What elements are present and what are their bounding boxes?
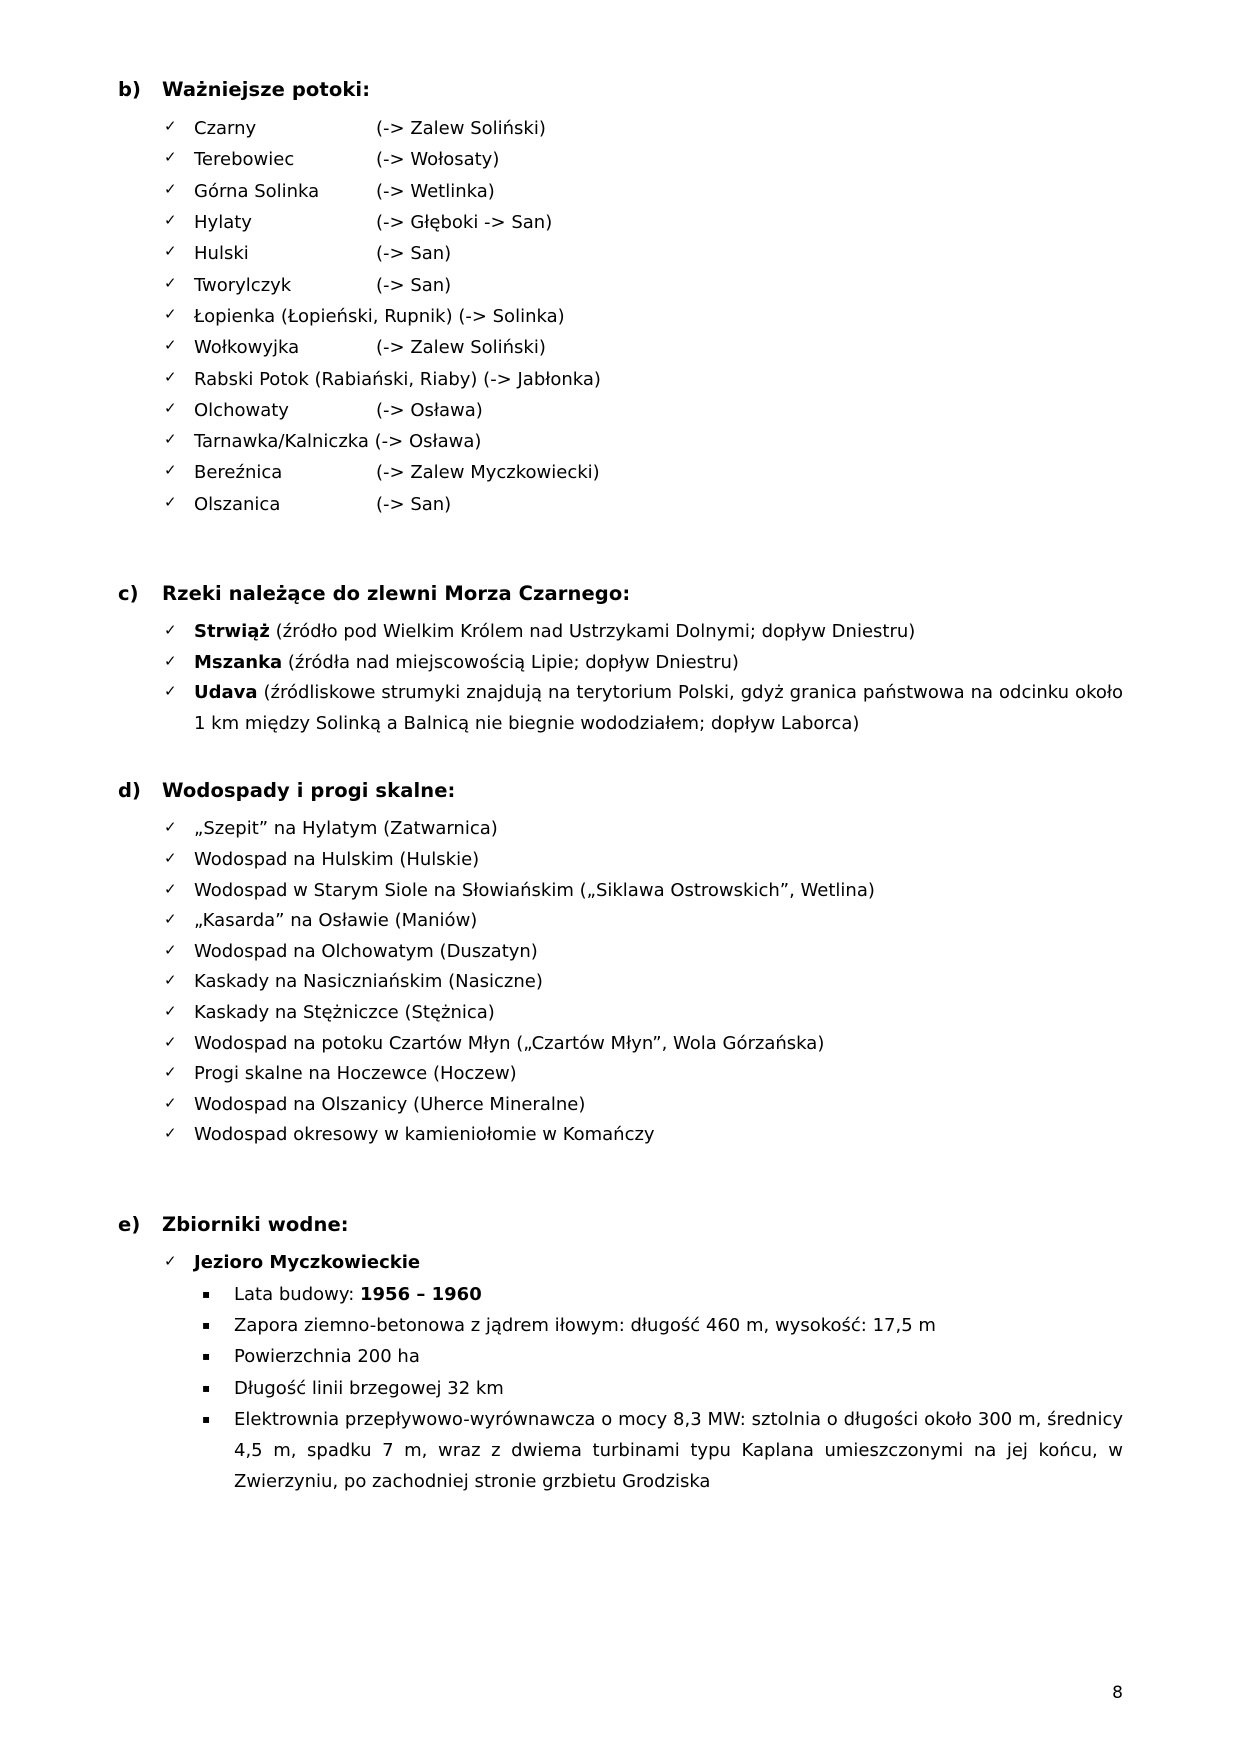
list-item [118, 1310, 1123, 1341]
waterfall-name: „Kasarda” na Osławie (Maniów) [194, 910, 478, 932]
square-bullet-icon: ▪ [202, 1380, 211, 1395]
stream-name: Olchowaty [194, 399, 289, 421]
section-marker-b: b) [118, 78, 142, 101]
check-icon: ✓ [164, 179, 177, 198]
check-icon: ✓ [164, 1063, 177, 1082]
check-icon: ✓ [164, 148, 177, 167]
list-item [118, 238, 1123, 269]
check-icon: ✓ [164, 1093, 177, 1112]
list-item [118, 1059, 1123, 1090]
section-title-e: Zbiorniki wodne: [162, 1212, 349, 1236]
stream-dest: (-> Głęboki -> San) [376, 211, 553, 233]
page-number: 8 [1112, 1683, 1123, 1703]
stream-name: Łopienka (Łopieński, Rupnik) (-> Solinka) [194, 305, 565, 327]
river-name: Strwiąż [194, 621, 270, 643]
check-icon: ✓ [164, 430, 177, 449]
stream-dest: (-> Wołosaty) [376, 149, 500, 171]
check-icon: ✓ [164, 818, 177, 837]
square-bullet-icon: ▪ [202, 1317, 211, 1332]
square-bullet-icon: ▪ [202, 1286, 211, 1301]
lake-name: Jezioro Myczkowieckie [194, 1251, 421, 1273]
list-item [118, 207, 1123, 238]
river-description: (źródło pod Wielkim Królem nad Ustrzykami Dolnymi; dopływ Dniestru) [269, 621, 916, 643]
list-item [118, 113, 1123, 144]
stream-dest: (-> San) [376, 493, 452, 515]
list-item [118, 1029, 1123, 1060]
waterfall-name: Progi skalne na Hoczewce (Hoczew) [194, 1063, 517, 1085]
stream-name: Olszanica [194, 493, 281, 515]
list-item [118, 1404, 1123, 1498]
check-icon: ✓ [164, 461, 177, 480]
waterfall-name: Wodospad na potoku Czartów Młyn („Czartów Młyn”, Wola Górzańska) [194, 1032, 825, 1054]
check-icon: ✓ [164, 879, 177, 898]
waterfall-name: Wodospad okresowy w kamieniołomie w Komańczy [194, 1124, 655, 1146]
river-name: Mszanka [194, 651, 283, 673]
stream-name: Hylaty [194, 211, 252, 233]
detail-text: Elektrownia przepływowo-wyrównawcza o mocy 8,3 MW: sztolnia o długości około 300 m, średnicy 4,5 m, spadku 7 m, wraz z dwiema turbinami typu Kaplana umieszczonymi na jej końcu, w Zwierzyniu, po zachodniej stronie grzbietu Grodziska [234, 1408, 1123, 1493]
waterfall-name: Wodospad na Olszanicy (Uherce Mineralne) [194, 1093, 586, 1115]
list-item [118, 301, 1123, 332]
list-item [118, 648, 1123, 679]
detail-text: Powierzchnia 200 ha [234, 1346, 420, 1368]
detail-text: Zapora ziemno-betonowa z jądrem iłowym: długość 460 m, wysokość: 17,5 m [234, 1314, 936, 1336]
waterfall-name: Wodospad na Hulskim (Hulskie) [194, 849, 480, 871]
square-bullet-icon: ▪ [202, 1411, 211, 1426]
list-item [118, 270, 1123, 301]
stream-dest: (-> Wetlinka) [376, 180, 495, 202]
list-item [118, 678, 1123, 739]
check-icon: ✓ [164, 910, 177, 929]
check-icon: ✓ [164, 242, 177, 261]
waterfall-name: „Szepit” na Hylatym (Zatwarnica) [194, 818, 498, 840]
check-icon: ✓ [164, 1032, 177, 1051]
list-item [118, 176, 1123, 207]
list-item [118, 426, 1123, 457]
list-item [118, 489, 1123, 520]
list-item [118, 937, 1123, 968]
stream-dest: (-> San) [376, 274, 452, 296]
river-description: (źródliskowe strumyki znajdują na terytorium Polski, gdyż granica państwowa na odcinku około 1 km między Solinką a Balnicą nie biegnie wododziałem; dopływ Laborca) [194, 682, 1123, 734]
reservoirs-list [118, 1248, 1123, 1279]
stream-name: Czarny [194, 118, 257, 139]
section-heading-b [118, 78, 1123, 101]
list-item [118, 998, 1123, 1029]
section-title-b: Ważniejsze potoki: [162, 78, 371, 101]
waterfall-name: Kaskady na Nasiczniańskim (Nasiczne) [194, 971, 543, 993]
stream-name: Terebowiec [194, 149, 295, 171]
check-icon: ✓ [164, 621, 177, 640]
detail-value: 1956 – 1960 [360, 1283, 482, 1305]
check-icon: ✓ [164, 849, 177, 868]
list-item [118, 876, 1123, 907]
stream-name: Bereźnica [194, 462, 283, 484]
section-heading-c [118, 582, 1123, 605]
section-heading-d [118, 779, 1123, 802]
check-icon: ✓ [164, 940, 177, 959]
stream-dest: (-> Osława) [376, 399, 483, 421]
check-icon: ✓ [164, 682, 177, 701]
list-item [118, 1341, 1123, 1372]
list-item [118, 1120, 1123, 1151]
list-item [118, 906, 1123, 937]
check-icon: ✓ [164, 117, 177, 135]
detail-text: Lata budowy: [234, 1283, 360, 1305]
section-marker-d: d) [118, 779, 142, 803]
black-sea-rivers-list [118, 617, 1123, 739]
stream-dest: (-> Zalew Soliński) [376, 337, 546, 359]
page-content [118, 78, 1123, 1498]
list-item [118, 332, 1123, 363]
check-icon: ✓ [164, 651, 177, 670]
river-name: Udava [194, 682, 258, 704]
list-item [118, 814, 1123, 845]
waterfalls-list [118, 814, 1123, 1151]
list-item [118, 457, 1123, 488]
stream-name: Wołkowyjka [194, 337, 300, 359]
list-item [118, 617, 1123, 648]
list-item [118, 1279, 1123, 1310]
section-marker-c: c) [118, 582, 139, 606]
check-icon: ✓ [164, 304, 177, 323]
check-icon: ✓ [164, 492, 177, 511]
check-icon: ✓ [164, 210, 177, 229]
list-item [118, 1090, 1123, 1121]
waterfall-name: Kaskady na Stężniczce (Stężnica) [194, 1002, 495, 1023]
list-item [118, 144, 1123, 175]
check-icon: ✓ [164, 398, 177, 417]
list-item [118, 395, 1123, 426]
stream-name: Rabski Potok (Rabiański, Riaby) (-> Jabłonka) [194, 368, 601, 390]
check-icon: ✓ [164, 1124, 177, 1143]
stream-dest: (-> Zalew Myczkowiecki) [376, 462, 600, 484]
waterfall-name: Wodospad na Olchowatym (Duszatyn) [194, 940, 538, 962]
section-heading-e [118, 1213, 1123, 1236]
stream-name: Hulski [194, 243, 249, 265]
list-item [118, 845, 1123, 876]
stream-name: Górna Solinka [194, 180, 320, 202]
waterfall-name: Wodospad w Starym Siole na Słowiańskim („Siklawa Ostrowskich”, Wetlina) [194, 879, 875, 901]
list-item [118, 1373, 1123, 1404]
section-marker-e: e) [118, 1212, 141, 1236]
detail-text: Długość linii brzegowej 32 km [234, 1377, 504, 1399]
check-icon: ✓ [164, 971, 177, 990]
check-icon: ✓ [164, 336, 177, 355]
river-description: (źródła nad miejscowością Lipie; dopływ Dniestru) [282, 651, 739, 673]
check-icon: ✓ [164, 1251, 177, 1270]
check-icon: ✓ [164, 367, 177, 386]
stream-name: Tarnawka/Kalniczka (-> Osława) [194, 431, 482, 453]
list-item [118, 1248, 1123, 1279]
square-bullet-icon: ▪ [202, 1349, 211, 1364]
check-icon: ✓ [164, 1002, 177, 1020]
stream-dest: (-> Zalew Soliński) [376, 118, 546, 139]
list-item [118, 364, 1123, 395]
check-icon: ✓ [164, 273, 177, 292]
section-title-d: Wodospady i progi skalne: [162, 779, 456, 803]
stream-name: Tworylczyk [194, 274, 292, 296]
section-title-c: Rzeki należące do zlewni Morza Czarnego: [162, 582, 631, 606]
stream-dest: (-> San) [376, 243, 452, 265]
streams-list [118, 113, 1123, 520]
lake-details-list [118, 1279, 1123, 1498]
list-item [118, 967, 1123, 998]
